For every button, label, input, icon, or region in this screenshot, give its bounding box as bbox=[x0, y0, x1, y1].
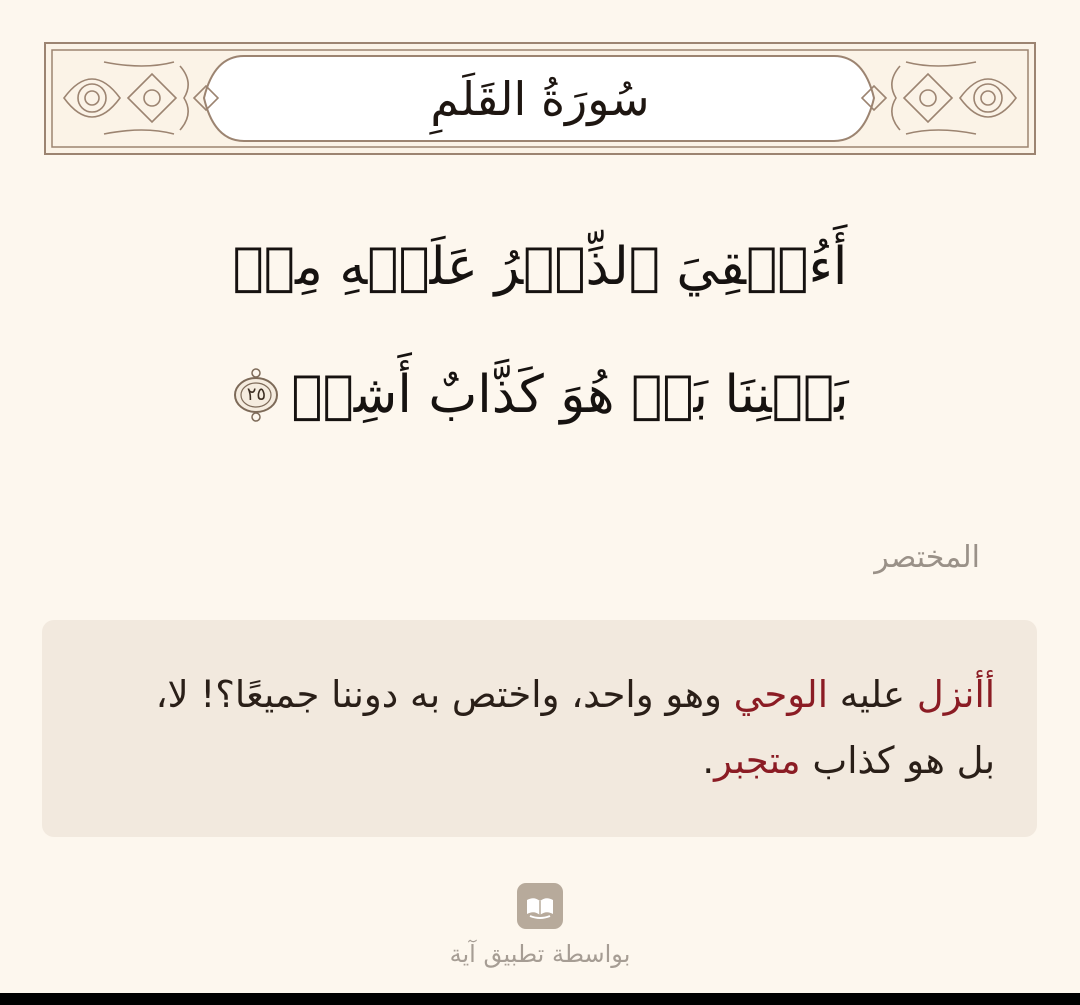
tafsir-segment: الوحي bbox=[733, 673, 828, 716]
tafsir-text bbox=[112, 662, 995, 794]
tafsir-segment: متجبر bbox=[714, 739, 801, 782]
quran-book-icon bbox=[517, 883, 563, 929]
verse-line-2-text: بَيۡنِنَا بَلۡ هُوَ كَذَّابٌ أَشِرٞ bbox=[291, 365, 849, 425]
tafsir-box bbox=[42, 620, 1037, 837]
surah-header-banner bbox=[44, 42, 1036, 155]
tafsir-segment: وهو واحد، واختص به دوننا جميعًا؟! لا، بل هو كذاب bbox=[155, 673, 995, 782]
surah-title: سُورَةُ القَلَمِ bbox=[430, 71, 650, 126]
footer-attribution: بواسطة تطبيق آية bbox=[449, 940, 631, 968]
tafsir-source-label: المختصر bbox=[874, 540, 980, 575]
tafsir-segment: . bbox=[702, 739, 715, 782]
ayah-end-marker bbox=[231, 366, 281, 424]
tafsir-segment: أأنزل bbox=[916, 673, 995, 716]
verse-line-2 bbox=[150, 350, 930, 440]
ayah-number: ٢٥ bbox=[246, 384, 267, 405]
tafsir-segment: عليه bbox=[827, 673, 917, 716]
bottom-edge-bar bbox=[0, 993, 1080, 1005]
verse-line-1: أَءُلۡقِيَ ٱلذِّكۡرُ عَلَيۡهِ مِنۢ bbox=[232, 237, 848, 297]
